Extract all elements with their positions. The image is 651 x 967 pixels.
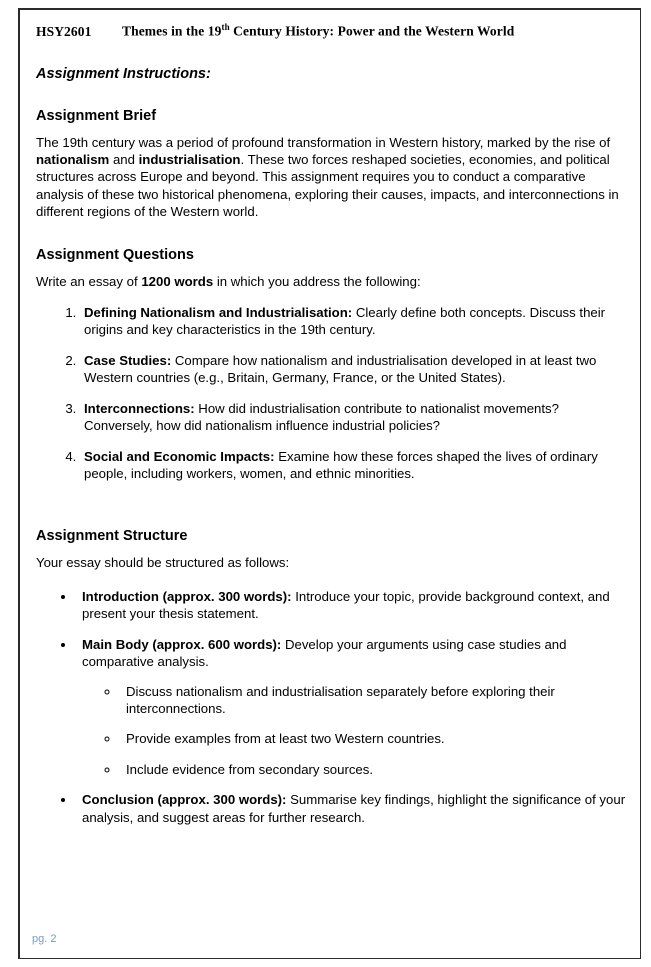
question-label: Defining Nationalism and Industrialisation: bbox=[84, 305, 353, 321]
assignment-questions-heading: Assignment Questions bbox=[36, 246, 194, 263]
brief-bold-industrialisation: industrialisation bbox=[138, 151, 241, 167]
assignment-questions-lead bbox=[36, 273, 631, 290]
questions-word-count: 1200 words bbox=[141, 273, 214, 289]
list-item bbox=[80, 448, 631, 483]
assignment-structure-list bbox=[36, 588, 631, 826]
question-text: How did industrialisation contribute to nationalist movements? Conversely, how did nationalism influence industrial policies? bbox=[84, 400, 559, 434]
question-label: Social and Economic Impacts: bbox=[84, 448, 275, 464]
structure-label: Introduction (approx. 300 words): bbox=[82, 588, 292, 604]
assignment-brief-heading: Assignment Brief bbox=[36, 107, 157, 124]
question-text: Examine how these forces shaped the lives of ordinary people, including workers, women, and ethnic minorities. bbox=[84, 448, 598, 481]
structure-label: Main Body (approx. 600 words): bbox=[82, 636, 282, 652]
document-title-sup: th bbox=[221, 22, 230, 32]
document-header bbox=[36, 18, 631, 42]
brief-text-2: and bbox=[109, 151, 139, 167]
list-item bbox=[76, 588, 631, 623]
question-text: Clearly define both concepts. Discuss their origins and key characteristics in the 19th century. bbox=[84, 305, 606, 338]
questions-lead-post: in which you address the following: bbox=[213, 273, 421, 289]
list-item bbox=[80, 304, 631, 339]
questions-lead-pre: Write an essay of bbox=[36, 273, 142, 289]
structure-sublist bbox=[82, 683, 631, 779]
list-item bbox=[76, 636, 631, 779]
assignment-instructions-title: Assignment Instructions: bbox=[36, 65, 211, 82]
structure-text: Develop your arguments using case studies and comparative analysis. bbox=[82, 636, 567, 670]
document-content bbox=[36, 18, 631, 839]
question-label: Case Studies: bbox=[84, 352, 172, 368]
structure-text: Introduce your topic, provide background context, and present your thesis statement. bbox=[82, 588, 610, 622]
page-footer: pg. 2 bbox=[32, 933, 57, 945]
structure-text: Summarise key findings, highlight the significance of your analysis, and suggest areas for further research. bbox=[82, 792, 626, 825]
assignment-brief-paragraph bbox=[36, 134, 628, 221]
course-code: HSY2601 bbox=[36, 23, 92, 39]
document-title-post: Century History: Power and the Western World bbox=[229, 23, 515, 39]
assignment-structure-heading: Assignment Structure bbox=[36, 528, 188, 545]
brief-text-3: . These two forces reshaped societies, economies, and political structures across Europe and beyond. This assignment requires you to conduct a comparative analysis of these two historical phenomena, exploring their causes, impacts, and interconnections in different regions of the Western world. bbox=[36, 151, 619, 220]
question-label: Interconnections: bbox=[84, 400, 195, 416]
list-item bbox=[80, 400, 631, 435]
brief-text-1: The 19th century was a period of profound transformation in Western history, marked by the rise of bbox=[36, 134, 611, 150]
assignment-structure-lead: Your essay should be structured as follows: bbox=[36, 555, 290, 571]
question-text: Compare how nationalism and industrialisation developed in at least two Western countries (e.g., Britain, Germany, France, or the United States). bbox=[84, 352, 597, 386]
list-item bbox=[80, 352, 631, 387]
structure-label: Conclusion (approx. 300 words): bbox=[82, 792, 287, 808]
document-title-pre: Themes in the 19 bbox=[122, 23, 222, 39]
list-item: ◦ Include evidence from secondary sources. bbox=[120, 761, 631, 778]
brief-bold-nationalism: nationalism bbox=[36, 151, 110, 167]
list-item: ◦ Discuss nationalism and industrialisation separately before exploring their interconnections. bbox=[120, 683, 631, 718]
list-item bbox=[76, 791, 631, 826]
list-item: ◦ Provide examples from at least two Western countries. bbox=[120, 730, 631, 747]
assignment-questions-list bbox=[36, 304, 631, 482]
